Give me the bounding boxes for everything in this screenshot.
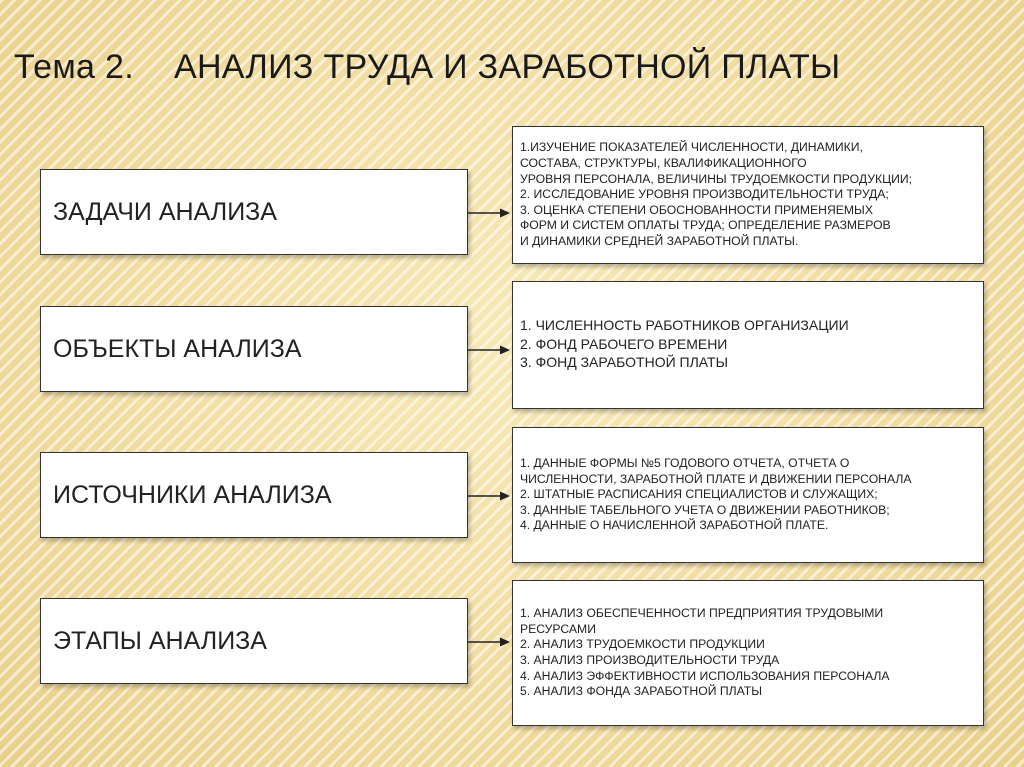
objects-label: ОБЪЕКТЫ АНАЛИЗА [53, 334, 302, 363]
sources-line: 1. ДАННЫЕ ФОРМЫ №5 ГОДОВОГО ОТЧЕТА, ОТЧЕТА О [520, 456, 850, 471]
sources-label-box [40, 452, 468, 538]
tasks-line: УРОВНЯ ПЕРСОНАЛА, ВЕЛИЧИНЫ ТРУДОЕМКОСТИ ПРОДУКЦИИ; [520, 171, 912, 186]
objects-arrow-icon [468, 344, 510, 356]
tasks-line: И ДИНАМИКИ СРЕДНЕЙ ЗАРАБОТНОЙ ПЛАТЫ. [520, 233, 799, 248]
objects-label-box [40, 306, 468, 392]
slide-title [14, 48, 840, 87]
tasks-line: СОСТАВА, СТРУКТУРЫ, КВАЛИФИКАЦИОННОГО [520, 156, 807, 171]
topic-number: Тема 2. [14, 48, 134, 86]
tasks-arrow-icon [468, 207, 510, 219]
stages-line: 4. АНАЛИЗ ЭФФЕКТИВНОСТИ ИСПОЛЬЗОВАНИЯ ПЕРСОНАЛА [520, 668, 890, 683]
sources-line: 4. ДАННЫЕ О НАЧИСЛЕННОЙ ЗАРАБОТНОЙ ПЛАТЕ. [520, 518, 829, 533]
stages-detail-box [512, 580, 984, 726]
tasks-line: 3. ОЦЕНКА СТЕПЕНИ ОБОСНОВАННОСТИ ПРИМЕНЯЕМЫХ [520, 202, 873, 217]
sources-line: 2. ШТАТНЫЕ РАСПИСАНИЯ СПЕЦИАЛИСТОВ И СЛУЖАЩИХ; [520, 487, 878, 502]
tasks-line: ФОРМ И СИСТЕМ ОПЛАТЫ ТРУДА; ОПРЕДЕЛЕНИЕ РАЗМЕРОВ [520, 218, 891, 233]
stages-line: 2. АНАЛИЗ ТРУДОЕМКОСТИ ПРОДУКЦИИ [520, 637, 765, 652]
sources-label: ИСТОЧНИКИ АНАЛИЗА [53, 480, 332, 509]
stages-line: 1. АНАЛИЗ ОБЕСПЕЧЕННОСТИ ПРЕДПРИЯТИЯ ТРУДОВЫМИ [520, 606, 884, 621]
stages-line: 5. АНАЛИЗ ФОНДА ЗАРАБОТНОЙ ПЛАТЫ [520, 684, 763, 699]
sources-detail-box [512, 427, 984, 563]
stages-label-box [40, 598, 468, 684]
objects-line: 3. ФОНД ЗАРАБОТНОЙ ПЛАТЫ [520, 354, 728, 370]
topic-heading: АНАЛИЗ ТРУДА И ЗАРАБОТНОЙ ПЛАТЫ [173, 48, 841, 86]
stages-label: ЭТАПЫ АНАЛИЗА [53, 626, 267, 655]
stages-line: РЕСУРСАМИ [520, 621, 596, 636]
tasks-line: 1.ИЗУЧЕНИЕ ПОКАЗАТЕЛЕЙ ЧИСЛЕННОСТИ, ДИНАМИКИ, [520, 140, 863, 155]
objects-line: 2. ФОНД РАБОЧЕГО ВРЕМЕНИ [520, 335, 728, 352]
sources-line: ЧИСЛЕННОСТИ, ЗАРАБОТНОЙ ПЛАТЕ И ДВИЖЕНИИ ПЕРСОНАЛА [520, 471, 912, 486]
objects-detail-box [512, 281, 984, 409]
tasks-line: 2. ИССЛЕДОВАНИЕ УРОВНЯ ПРОИЗВОДИТЕЛЬНОСТИ ТРУДА; [520, 187, 889, 202]
tasks-label: ЗАДАЧИ АНАЛИЗА [53, 197, 277, 226]
tasks-label-box [40, 169, 468, 255]
objects-line: 1. ЧИСЛЕННОСТЬ РАБОТНИКОВ ОРГАНИЗАЦИИ [520, 317, 849, 333]
sources-arrow-icon [468, 490, 510, 502]
sources-line: 3. ДАННЫЕ ТАБЕЛЬНОГО УЧЕТА О ДВИЖЕНИИ РАБОТНИКОВ; [520, 502, 890, 517]
tasks-detail-box [512, 126, 984, 264]
stages-arrow-icon [468, 636, 510, 648]
stages-line: 3. АНАЛИЗ ПРОИЗВОДИТЕЛЬНОСТИ ТРУДА [520, 653, 780, 667]
